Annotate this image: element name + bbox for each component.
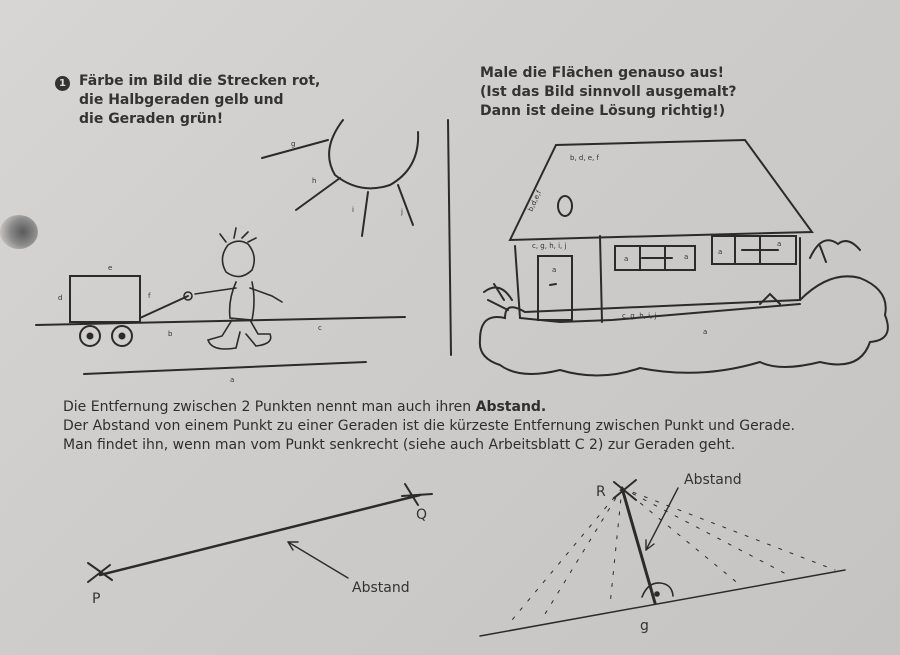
house-drawing (484, 140, 860, 322)
divider-line (448, 120, 451, 355)
explanation-paragraph-1 (63, 398, 546, 417)
house-label-window-1: a (624, 255, 629, 263)
point-r-label: R (596, 484, 606, 500)
house-label-window-2: a (684, 253, 689, 261)
explanation-paragraph-2: Der Abstand von einem Punkt zu einer Geraden ist die kürzeste Entfernung zwischen Punkt und Gerade. (63, 418, 795, 434)
label-i: i (352, 206, 354, 214)
label-g: g (291, 140, 296, 148)
task-left-line-2: die Halbgeraden gelb und (79, 92, 284, 108)
house-label-window-4: a (777, 240, 782, 248)
explanation-p1-bold: Abstand. (475, 399, 547, 415)
distance-points-figure (88, 484, 432, 582)
house-label-bottom: c, g, h, i, j (622, 312, 657, 320)
task-right-line-1: Male die Flächen genauso aus! (480, 65, 725, 81)
distance-label-right: Abstand (684, 472, 742, 488)
label-j: j (401, 208, 403, 216)
label-b: b (168, 330, 173, 338)
house-label-roof: b, d, e, f (570, 154, 600, 162)
point-p-label: P (92, 591, 101, 607)
house-label-gable: b,d,e,f (526, 189, 544, 213)
explanation-paragraph-3: Man findet ihn, wenn man vom Punkt senkrecht (siehe auch Arbeitsblatt C 2) zur Geraden geht. (63, 437, 736, 453)
label-f: f (148, 292, 151, 300)
boy-drawing (184, 228, 282, 349)
explanation-p1-text: Die Entfernung zwischen 2 Punkten nennt man auch ihren (63, 399, 476, 415)
task-left-line-3: die Geraden grün! (79, 111, 224, 127)
task-left-line-1: Färbe im Bild die Strecken rot, (79, 73, 321, 89)
house-label-ground: a (703, 328, 708, 336)
line-g-label: g (640, 618, 649, 634)
label-e: e (108, 264, 113, 272)
label-h: h (312, 177, 317, 185)
label-c: c (318, 324, 322, 332)
task-right-line-2: (Ist das Bild sinnvoll ausgemalt? (480, 84, 737, 100)
task-right-line-3: Dann ist deine Lösung richtig!) (480, 103, 726, 119)
segment-a (84, 362, 366, 374)
sun-drawing (262, 120, 418, 236)
distance-label-left: Abstand (352, 580, 410, 596)
label-d: d (58, 294, 63, 302)
house-label-window-3: a (718, 248, 723, 256)
label-a: a (230, 376, 235, 384)
cloud-drawing (480, 276, 888, 375)
house-label-door: a (552, 266, 557, 274)
point-q-label: Q (416, 507, 428, 523)
perpendicular-distance-figure (480, 480, 845, 636)
house-label-upper: c, g, h, i, j (532, 242, 567, 250)
task-number-badge: 1 (55, 76, 70, 91)
